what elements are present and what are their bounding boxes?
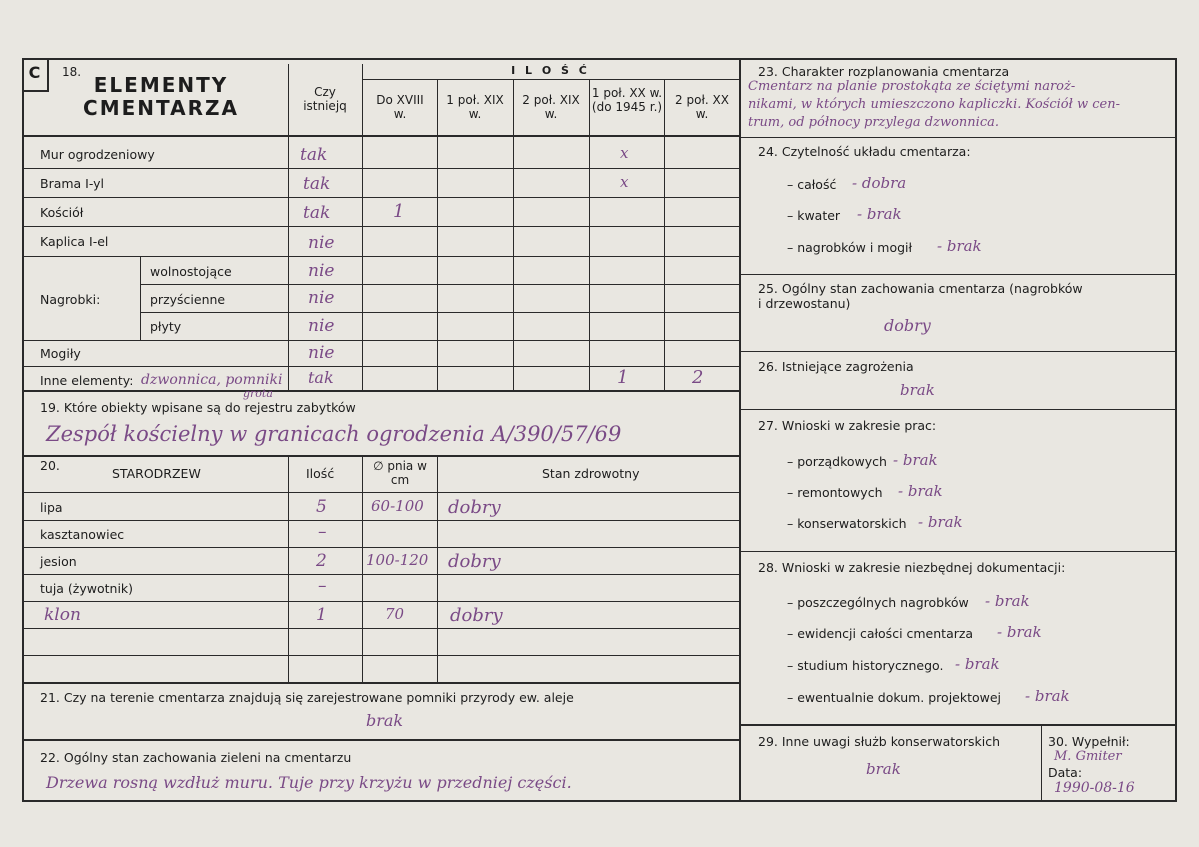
s24-item-label: – nagrobków i mogił <box>787 240 913 255</box>
s27-item-value: - brak <box>918 513 963 531</box>
row-label: płyty <box>150 319 182 334</box>
col-header-xix2: 2 poł. XIX w. <box>522 93 580 121</box>
s21-answer: brak <box>366 711 404 730</box>
col-header-ilosc: I L O Ś Ć <box>511 64 590 77</box>
section-number: 18. <box>62 65 82 79</box>
s29-label: 29. Inne uwagi służb konserwatorskich <box>758 734 1000 749</box>
s23-label: 23. Charakter rozplanowania cmentarza <box>758 64 1010 79</box>
row-label: Mur ogrodzeniowy <box>40 147 155 162</box>
s23-answer-line1: Cmentarz na planie prostokąta ze ściętymi naroż- <box>748 79 1076 94</box>
s27-label: 27. Wnioski w zakresie prac: <box>758 418 937 433</box>
tree-name: jesion <box>40 554 77 569</box>
exists-value: nie <box>308 316 335 336</box>
qty-value: x <box>620 144 629 162</box>
s27-item-value: - brak <box>893 451 938 469</box>
s30-label: 30. Wypełnił: <box>1048 734 1130 749</box>
exists-value: nie <box>308 288 335 308</box>
s25-label: 25. Ogólny stan zachowania cmentarza (nagrobków <box>758 281 1083 296</box>
s26-answer: brak <box>900 381 935 399</box>
s24-item-value: - dobra <box>852 174 907 192</box>
s28-item-value: - brak <box>955 655 1000 673</box>
col-header-xx1: 1 poł. XX w. (do 1945 r.) <box>591 86 663 114</box>
s24-item-value: - brak <box>937 237 982 255</box>
s20-col-count: Ilość <box>306 466 335 481</box>
s20-col-diam: ∅ pnia w cm <box>373 459 427 487</box>
s25-answer: dobry <box>884 316 931 335</box>
tree-health: dobry <box>448 551 501 572</box>
s28-item-label: – studium historycznego. <box>787 658 944 673</box>
row-label: Kościół <box>40 205 84 220</box>
s24-label: 24. Czytelność układu cmentarza: <box>758 144 971 159</box>
exists-value: nie <box>308 343 335 363</box>
row-label: Brama I-yl <box>40 176 105 191</box>
s27-item-label: – konserwatorskich <box>787 516 907 531</box>
col-header-xix1: 1 poł. XIX w. <box>446 93 504 121</box>
exists-value: tak <box>300 145 328 165</box>
s20-col-health: Stan zdrowotny <box>542 466 640 481</box>
s21-label: 21. Czy na terenie cmentarza znajdują się zarejestrowane pomniki przyrody ew. aleje <box>40 690 574 705</box>
tree-count: – <box>318 522 327 542</box>
s25-label2: i drzewostanu) <box>758 296 851 311</box>
s28-label: 28. Wnioski w zakresie niezbędnej dokumentacji: <box>758 560 1066 575</box>
row-label: Mogiły <box>40 346 81 361</box>
tree-name: tuja (żywotnik) <box>40 581 134 596</box>
s24-item-label: – całość <box>787 177 837 192</box>
exists-value: nie <box>308 261 335 281</box>
section-title: ELEMENTY CMENTARZA <box>83 73 239 120</box>
s29-answer: brak <box>866 760 901 778</box>
col-header-xviii: Do XVIII w. <box>376 93 424 121</box>
tree-count: 2 <box>316 551 327 571</box>
tree-health: dobry <box>450 605 503 626</box>
s23-answer-line2: nikami, w których umieszczono kapliczki. Kościół w cen- <box>748 97 1120 112</box>
s30-date-label: Data: <box>1048 765 1083 780</box>
col-header-exists: Czy istniejq <box>303 85 347 113</box>
inne-handwritten: dzwonnica, pomniki <box>141 372 283 388</box>
tree-name: lipa <box>40 500 63 515</box>
s20-number: 20. <box>40 458 60 473</box>
tree-name: klon <box>44 605 81 625</box>
s30-name: M. Gmiter <box>1054 749 1122 764</box>
exists-value: tak <box>308 368 334 387</box>
col-header-xx2: 2 poł. XX w. <box>675 93 729 121</box>
tree-health: dobry <box>448 497 501 518</box>
row-label: Inne elementy: <box>40 373 134 388</box>
row-label: wolnostojące <box>150 264 232 279</box>
s28-item-value: - brak <box>1025 687 1070 705</box>
s28-item-value: - brak <box>997 623 1042 641</box>
qty-value: 2 <box>692 367 704 388</box>
tree-diam: 60-100 <box>371 497 424 515</box>
inne-handwritten-note: grota <box>243 387 273 400</box>
s24-item-label: – kwater <box>787 208 841 223</box>
s28-item-label: – ewentualnie dokum. projektowej <box>787 690 1002 705</box>
qty-value: 1 <box>617 367 629 388</box>
s28-item-value: - brak <box>985 592 1030 610</box>
s27-item-label: – porządkowych <box>787 454 887 469</box>
tree-count: – <box>318 576 327 596</box>
s19-answer: Zespół kościelny w granicach ogrodzenia A/390/57/69 <box>46 422 622 446</box>
exists-value: nie <box>308 233 335 253</box>
row-label: Kaplica I-el <box>40 234 109 249</box>
section-badge: C <box>22 58 49 92</box>
tree-diam: 100-120 <box>366 551 429 569</box>
s30-date: 1990-08-16 <box>1054 780 1135 796</box>
tree-name: kasztanowiec <box>40 527 125 542</box>
s28-item-label: – poszczególnych nagrobków <box>787 595 969 610</box>
qty-value: 1 <box>393 201 405 222</box>
s27-item-value: - brak <box>898 482 943 500</box>
s22-label: 22. Ogólny stan zachowania zieleni na cmentarzu <box>40 750 352 765</box>
s23-answer-line3: trum, od północy przylega dzwonnica. <box>748 115 999 130</box>
exists-value: tak <box>303 174 331 194</box>
s24-item-value: - brak <box>857 205 902 223</box>
qty-value: x <box>620 173 629 191</box>
s20-title: STARODRZEW <box>112 466 201 481</box>
row-label-nagrobki: Nagrobki: <box>40 292 101 307</box>
s19-label: 19. Które obiekty wpisane są do rejestru zabytków <box>40 400 356 415</box>
tree-count: 1 <box>316 605 327 625</box>
exists-value: tak <box>303 203 331 223</box>
tree-count: 5 <box>316 497 327 517</box>
s27-item-label: – remontowych <box>787 485 883 500</box>
tree-diam: 70 <box>385 605 405 623</box>
s22-answer: Drzewa rosną wzdłuż muru. Tuje przy krzyżu w przedniej części. <box>46 773 572 792</box>
s28-item-label: – ewidencji całości cmentarza <box>787 626 974 641</box>
row-label: przyścienne <box>150 292 226 307</box>
s26-label: 26. Istniejące zagrożenia <box>758 359 914 374</box>
